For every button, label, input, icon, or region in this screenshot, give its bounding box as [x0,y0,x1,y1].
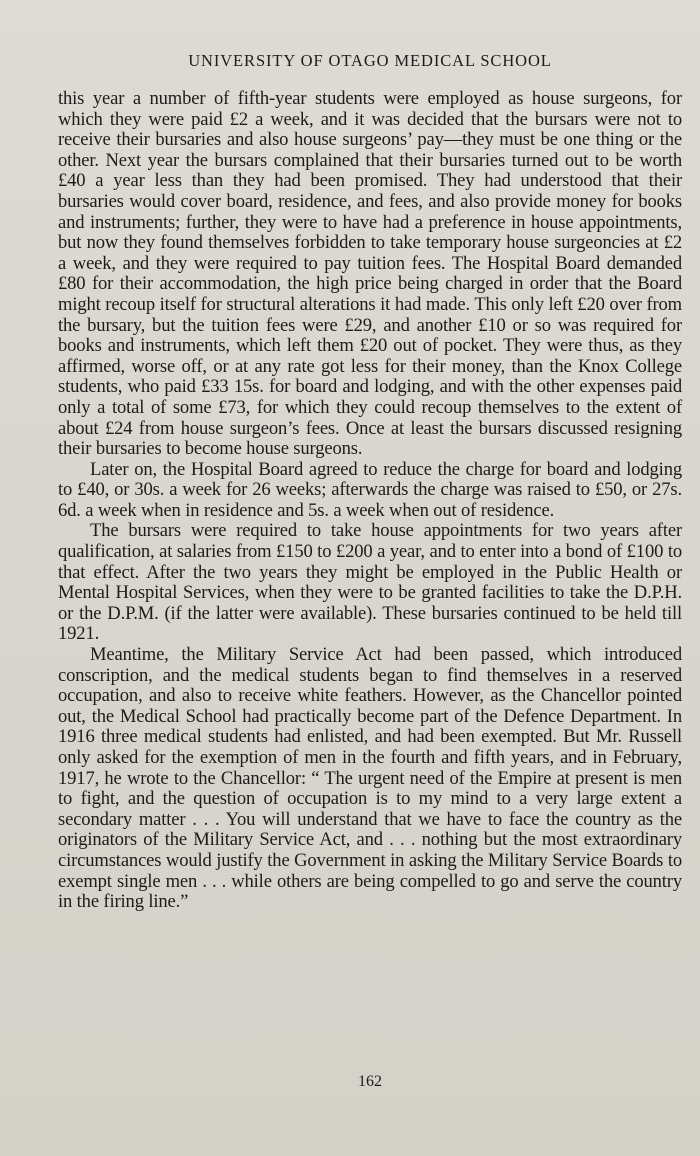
paragraph: Later on, the Hospital Board agreed to reduce the charge for board and lodging to £40, or 30s. a week for 26 weeks; afterwards the charge was raised to £50, or 27s. 6d. a week when in residence and 5s. a week when out of residence. [58,458,682,521]
page-number: 162 [358,1073,382,1090]
paragraph: Meantime, the Military Service Act had been passed, which introduced conscription, and the medical students began to find themselves in a reserved occupation, and also to receive white feathers. However, as the Chancellor pointed out, the Medical School had practically become part of the Defence Department. In 1916 three medical students had enlisted, and had been exempted. But Mr. Russell only asked for the exemption of men in the fourth and fifth years, and in February, 1917, he wrote to the Chancellor: “ The urgent need of the Empire at present is men to fight, and the question of occupation is to my mind to a very large extent a secondary matter . . . You will understand that we have to face the country as the originators of the Military Service Act, and . . . nothing but the most extraordinary circumstances would justify the Government in asking the Military Service Boards to exempt single men . . . while others are being compelled to go and serve the country in the firing line.” [58,644,682,913]
paragraph: this year a number of fifth-year students were employed as house surgeons, for which they were paid £2 a week, and it was decided that the bursars were not to receive their bursaries and also house surgeons’ pay—they must be one thing or the other. Next year the bursars complained that their bursaries turned out to be worth £40 a year less than they had been promised. They had understood that their bursaries would cover board, residence, and fees, and also provide money for books and instruments; further, they were to have had a preference in house appointments, but now they found themselves forbidden to take temporary house surgeoncies at £2 a week, and they were required to pay tuition fees. The Hospital Board demanded £80 for their accommodation, the high price being charged in order that the Board might recoup itself for structural alterations it had made. This only left £20 over from the bursary, but the tuition fees were £29, and another £10 or so was required for books and instruments, which left them £20 out of pocket. They were thus, as they affirmed, worse off, or at any rate got less for their money, than the Knox College students, who paid £33 15s. for board and lodging, and with the other expenses paid only a total of some £73, for which they could recoup themselves to the extent of about £24 from house surgeon’s fees. Once at least the bursars discussed resigning their bursaries to become house surgeons. [58,88,682,460]
body-text [58,89,682,913]
paragraph: The bursars were required to take house appointments for two years after qualification, at salaries from £150 to £200 a year, and to enter into a bond of £100 to that effect. After the two years they might be employed in the Public Health or Mental Hospital Services, when they were to be granted facilities to take the D.P.H. or the D.P.M. (if the latter were available). These bursaries continued to be held till 1921. [58,520,682,645]
running-header: UNIVERSITY OF OTAGO MEDICAL SCHOOL [188,51,552,70]
